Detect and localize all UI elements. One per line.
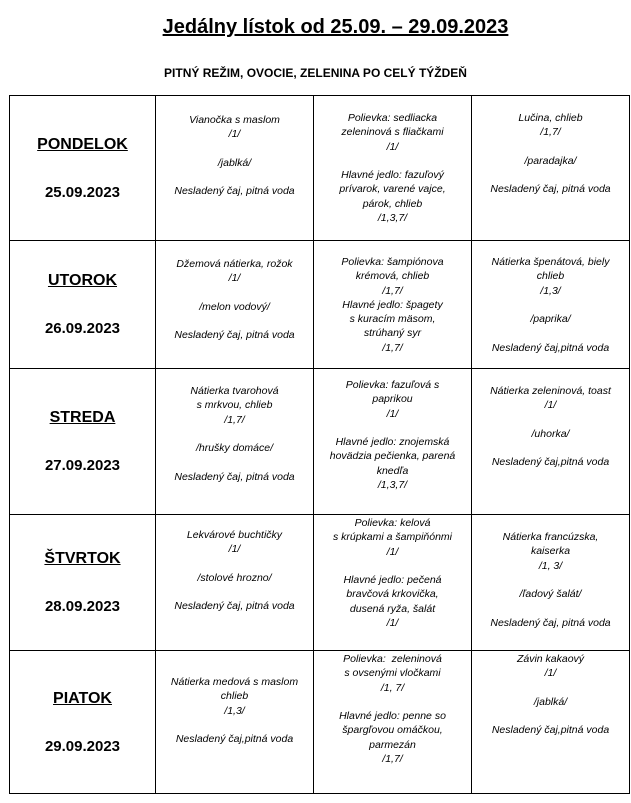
snack-line [476,441,625,455]
snack-line: Závin kakaový [516,653,585,665]
day-cell [10,369,156,515]
lunch-line: krémová, chlieb [355,270,430,283]
lunch-line: /1/ [386,545,399,558]
morning-cell [156,241,314,369]
morning-line: /hrušky domáce/ [195,442,274,455]
morning-cell [156,515,314,651]
morning-cell [156,96,314,241]
lunch-line: bravčová krkovička, [346,588,439,601]
morning-line: chlieb [220,690,249,703]
day-date: 27.09.2023 [44,457,121,474]
day-date: 26.09.2023 [44,320,121,337]
lunch-cell [314,651,472,794]
lunch-line: Polievka: sedliacka [347,112,438,124]
day-date: 25.09.2023 [44,183,121,201]
day-date: 29.09.2023 [44,737,121,755]
lunch-line: /1,7/ [382,341,403,354]
day-date: 28.09.2023 [44,598,121,615]
snack-line: /1/ [544,399,557,412]
lunch-cell [314,369,472,515]
morning-line: /1,7/ [224,413,245,426]
page-title: Jedálny lístok od 25.09. – 29.09.2023 [162,16,509,38]
lunch-line: zeleninová s fliačkami [341,126,444,139]
snack-line: /1,7/ [540,126,561,139]
morning-line: /1/ [228,272,241,285]
morning-line [160,286,309,300]
morning-line: /melon vodový/ [199,300,270,313]
day-name: UTOROK [47,272,118,289]
morning-line [160,718,309,732]
day-cell [10,515,156,651]
day-row [10,96,630,241]
lunch-line: Hlavné jedlo: pečená [343,574,442,587]
snack-line [476,709,625,723]
lunch-line: /1/ [386,617,399,630]
morning-cell [156,369,314,515]
day-row [10,369,630,515]
day-name: PONDELOK [37,135,128,153]
lunch-line: /1, 7/ [380,681,405,694]
snack-line: /paprika/ [530,313,571,326]
snack-line: /ľadový šalát/ [519,588,582,601]
snack-line: Nesladený čaj, pitná voda [490,616,611,629]
day-row [10,241,630,369]
lunch-line: prívarok, varené vajce, [339,183,446,196]
page-subtitle: PITNÝ REŽIM, OVOCIE, ZELENINA PO CELÝ TÝŽDEŇ [164,66,467,80]
lunch-cell [314,241,472,369]
day-cell [10,96,156,241]
lunch-line: Polievka: kelová [354,517,431,529]
lunch-cell [314,96,472,241]
lunch-line: /1/ [386,407,399,420]
day-cell [10,651,156,794]
snack-line [476,681,625,695]
morning-line [160,427,309,441]
day-name: STREDA [49,409,116,426]
lunch-line: /1/ [386,140,399,153]
lunch-line [318,695,467,709]
lunch-line: s ovsenými vločkami [344,667,441,680]
lunch-line: parmezán [369,738,416,751]
morning-line: /jablká/ [217,156,252,169]
snack-line: Nesladený čaj,pitná voda [491,341,610,354]
lunch-line: /1,7/ [382,284,403,297]
morning-line: Nátierka tvarohová [190,385,279,397]
morning-line: s mrkvou, chlieb [196,399,273,412]
lunch-line: párok, chlieb [362,197,423,210]
day-name: ŠTVRTOK [44,550,121,567]
snack-line: Nesladený čaj, pitná voda [490,183,611,196]
morning-line [160,314,309,328]
snack-line: /paradajka/ [524,154,577,167]
lunch-line: strúhaný syr [363,327,422,340]
lunch-line: /1,7/ [382,753,403,766]
lunch-line: Hlavné jedlo: znojemská [335,436,450,449]
snack-cell [472,241,630,369]
day-cell [10,241,156,369]
lunch-line: Hlavné jedlo: špagety [342,298,443,311]
morning-line [160,170,309,184]
morning-line: Nesladený čaj,pitná voda [175,733,294,746]
lunch-line: Hlavné jedlo: penne so [339,710,446,723]
snack-line: Nesladený čaj,pitná voda [491,724,610,737]
morning-line: /stolové hrozno/ [197,571,272,584]
snack-cell [472,515,630,651]
lunch-line: Polievka: šampiónova [341,256,444,268]
snack-line: Lučina, chlieb [518,112,583,124]
lunch-cell [314,515,472,651]
morning-line: Lekvárové buchtičky [186,529,283,541]
morning-line [160,455,309,469]
menu-table [9,95,630,794]
lunch-line: Hlavné jedlo: fazuľový [341,169,444,182]
snack-line: chlieb [536,270,565,283]
snack-line: /uhorka/ [531,427,570,440]
lunch-line [318,421,467,435]
day-row [10,651,630,794]
lunch-line: Polievka: fazuľová s [345,379,440,391]
morning-line [160,142,309,156]
snack-line: Nátierka zeleninová, toast [490,385,611,397]
lunch-line: /1,3,7/ [377,212,408,225]
snack-line [476,573,625,587]
morning-line: Vianočka s maslom [189,114,280,126]
snack-line [476,326,625,340]
morning-line: Nesladený čaj, pitná voda [174,185,295,198]
morning-line: Nátierka medová s maslom [170,676,299,688]
morning-line [160,557,309,571]
snack-line [476,413,625,427]
morning-line: /1/ [228,128,241,141]
snack-line: kaiserka [530,545,571,558]
lunch-line [318,154,467,168]
morning-line: /1/ [228,543,241,556]
morning-line: Nesladený čaj, pitná voda [174,470,295,483]
morning-line: /1,3/ [224,704,245,717]
morning-cell [156,651,314,794]
snack-line: /1,3/ [540,284,561,297]
morning-line: Nesladený čaj, pitná voda [174,329,295,342]
lunch-line: dusená ryža, šalát [349,602,436,615]
snack-cell [472,651,630,794]
snack-line [476,298,625,312]
lunch-line: s krúpkami a šampiňónmi [332,531,453,544]
snack-line: /jablká/ [533,695,568,708]
snack-line: Nátierka francúzska, [502,531,599,543]
snack-line: Nátierka špenátová, biely [491,256,610,268]
lunch-line: špargľovou omáčkou, [342,724,443,737]
day-row [10,515,630,651]
snack-line: /1/ [544,667,557,680]
morning-line: Džemová nátierka, rožok [176,258,293,270]
morning-line [160,585,309,599]
snack-cell [472,369,630,515]
snack-cell [472,96,630,241]
lunch-line: s kuracím mäsom, [349,313,436,326]
snack-line: Nesladený čaj,pitná voda [491,456,610,469]
day-name: PIATOK [53,689,112,707]
snack-line: /1, 3/ [538,559,563,572]
snack-line [476,168,625,182]
morning-line: Nesladený čaj, pitná voda [174,600,295,613]
lunch-line: Polievka: zeleninová [343,653,442,665]
lunch-line: knedľa [376,464,409,477]
snack-line [476,140,625,154]
snack-line [476,601,625,615]
lunch-line: paprikou [372,393,413,406]
lunch-line: hovädzia pečienka, parená [329,450,456,463]
lunch-line: /1,3,7/ [377,479,408,492]
lunch-line [318,559,467,573]
